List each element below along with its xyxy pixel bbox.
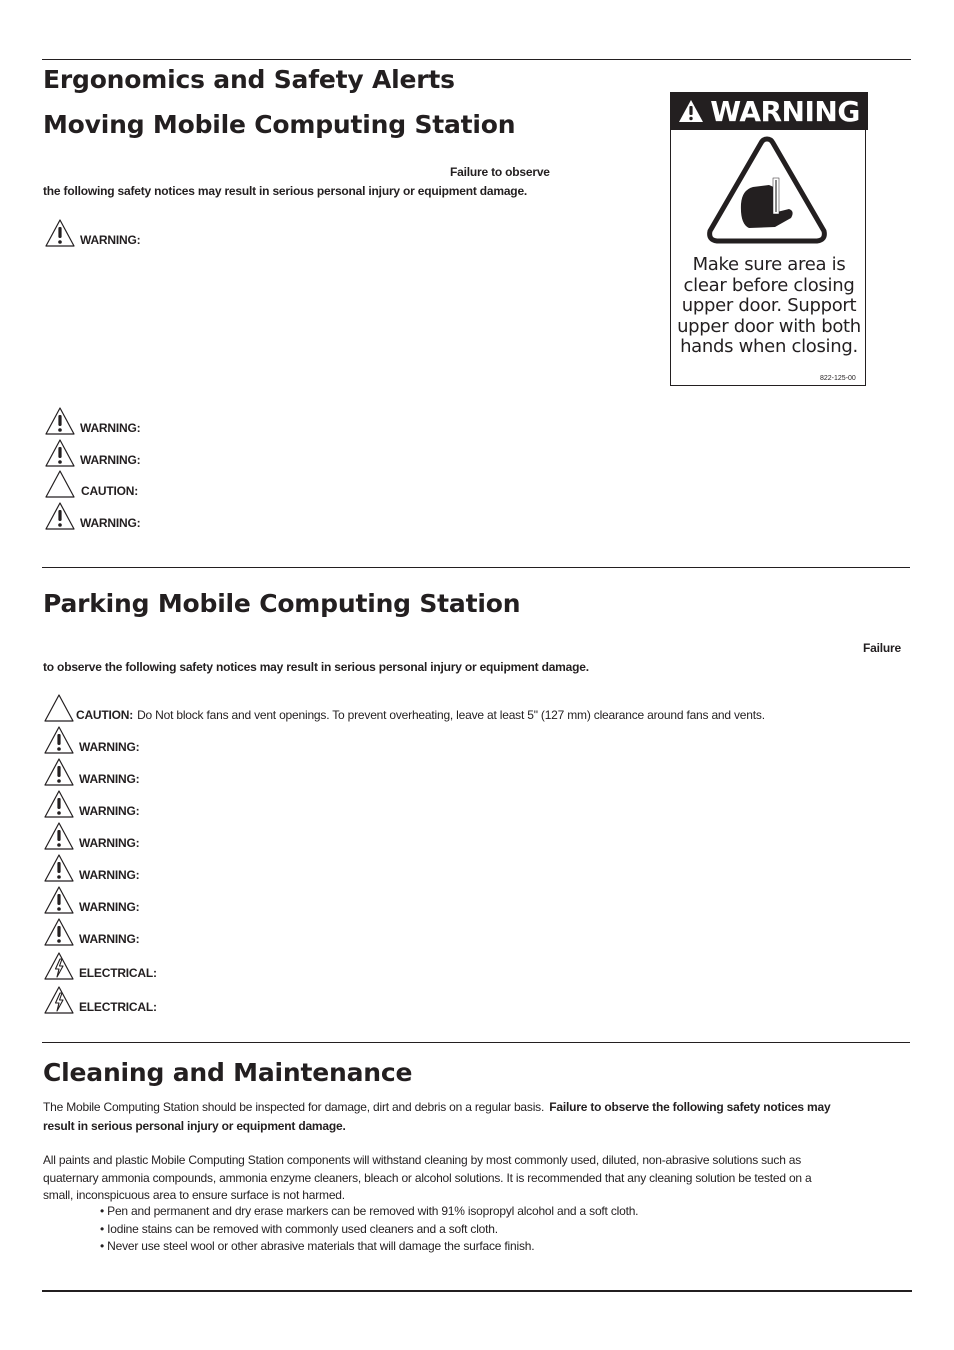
cleaning-intro-bold: Failure to observe the following safety notices may xyxy=(549,1100,831,1114)
alert-label: WARNING: xyxy=(79,868,140,882)
alert-electrical xyxy=(43,951,157,981)
alert-label: WARNING: xyxy=(80,453,141,467)
alert-warning xyxy=(43,821,139,851)
alert-warning xyxy=(44,406,140,436)
failure-notice-line2: the following safety notices may result in serious personal injury or equipment damage. xyxy=(43,184,528,198)
alert-label: WARNING: xyxy=(80,233,141,247)
electrical-hazard-icon xyxy=(43,985,75,1015)
alert-warning xyxy=(43,917,139,947)
warning-triangle-icon xyxy=(678,99,704,123)
alert-caution-fans xyxy=(43,693,765,723)
section-rule-parking xyxy=(42,567,910,568)
alert-warning xyxy=(43,885,139,915)
electrical-hazard-icon xyxy=(43,951,75,981)
alert-label: ELECTRICAL: xyxy=(79,1000,157,1014)
alert-label: WARNING: xyxy=(80,516,141,530)
cleaning-intro xyxy=(43,1099,830,1117)
alert-label: WARNING: xyxy=(79,772,140,786)
cleaning-para-line3: small, inconspicuous area to ensure surface is not harmed. xyxy=(43,1188,345,1202)
cleaning-intro-bold-line2: result in serious personal injury or equipment damage. xyxy=(43,1119,346,1133)
warning-triangle-icon xyxy=(43,821,75,851)
section-title-ergonomics: Ergonomics and Safety Alerts xyxy=(43,65,455,94)
warning-triangle-icon xyxy=(44,501,76,531)
alert-warning xyxy=(43,789,139,819)
section-title-parking: Parking Mobile Computing Station xyxy=(43,589,521,618)
section-rule-cleaning xyxy=(42,1042,910,1043)
alert-warning xyxy=(44,501,140,531)
warning-label-heading: WARNING xyxy=(710,94,860,128)
alert-label: WARNING: xyxy=(79,900,140,914)
bottom-rule xyxy=(42,1290,912,1292)
cleaning-intro-text: The Mobile Computing Station should be inspected for damage, dirt and debris on a regular basis. xyxy=(43,1100,545,1114)
warning-label-text: Make sure area is clear before closing upper door. Support upper door with both hands when closing. xyxy=(677,254,861,357)
section-title-cleaning: Cleaning and Maintenance xyxy=(43,1058,413,1087)
top-rule xyxy=(42,59,911,60)
alert-label: CAUTION: xyxy=(76,708,134,722)
cleaning-bullet-list xyxy=(100,1203,638,1256)
alert-warning xyxy=(44,438,140,468)
warning-triangle-icon xyxy=(43,757,75,787)
warning-triangle-icon xyxy=(43,917,75,947)
hand-pinch-hazard-icon xyxy=(705,134,829,246)
warning-triangle-icon xyxy=(43,789,75,819)
alert-label: WARNING: xyxy=(79,836,140,850)
failure-notice-line1: Failure to observe xyxy=(450,165,550,179)
alert-text: Do Not block fans and vent openings. To prevent overheating, leave at least 5" (127 mm) clearance around fans and vents. xyxy=(137,708,765,722)
alert-warning-first xyxy=(44,218,140,248)
alert-label: WARNING: xyxy=(79,932,140,946)
failure-notice-line2: to observe the following safety notices may result in serious personal injury or equipment damage. xyxy=(43,660,589,674)
alert-label: WARNING: xyxy=(79,740,140,754)
alert-label: ELECTRICAL: xyxy=(79,966,157,980)
warning-triangle-icon xyxy=(44,438,76,468)
warning-label-code: 822-125-00 xyxy=(820,375,856,382)
list-item: • Pen and permanent and dry erase markers can be removed with 91% isopropyl alcohol and a soft cloth. xyxy=(100,1204,639,1218)
warning-triangle-icon xyxy=(43,885,75,915)
warning-triangle-icon xyxy=(43,853,75,883)
alert-caution xyxy=(44,469,138,499)
alert-label: WARNING: xyxy=(80,421,141,435)
alert-warning xyxy=(43,853,139,883)
alert-label: CAUTION: xyxy=(81,484,139,498)
cleaning-para-line2: quaternary ammonia compounds, ammonia enzyme cleaners, bleach or alcohol solutions. It is recommended that any cleaning solution be tested on a xyxy=(43,1171,812,1185)
cleaning-para-line1: All paints and plastic Mobile Computing Station components will withstand cleaning by most commonly used, diluted, non-abrasive solutions such as xyxy=(43,1153,802,1167)
section-subtitle-moving: Moving Mobile Computing Station xyxy=(43,110,516,139)
caution-triangle-icon xyxy=(43,693,75,723)
warning-triangle-icon xyxy=(44,218,76,248)
list-item: • Iodine stains can be removed with commonly used cleaners and a soft cloth. xyxy=(100,1221,498,1236)
alert-label: WARNING: xyxy=(79,804,140,818)
alert-warning xyxy=(43,757,139,787)
list-item: • Never use steel wool or other abrasive materials that will damage the surface finish. xyxy=(100,1239,535,1253)
failure-notice-line1: Failure xyxy=(863,641,901,655)
warning-label-header xyxy=(670,92,868,130)
warning-triangle-icon xyxy=(44,406,76,436)
alert-warning xyxy=(43,725,139,755)
caution-triangle-icon xyxy=(44,469,76,499)
warning-triangle-icon xyxy=(43,725,75,755)
alert-electrical xyxy=(43,985,157,1015)
